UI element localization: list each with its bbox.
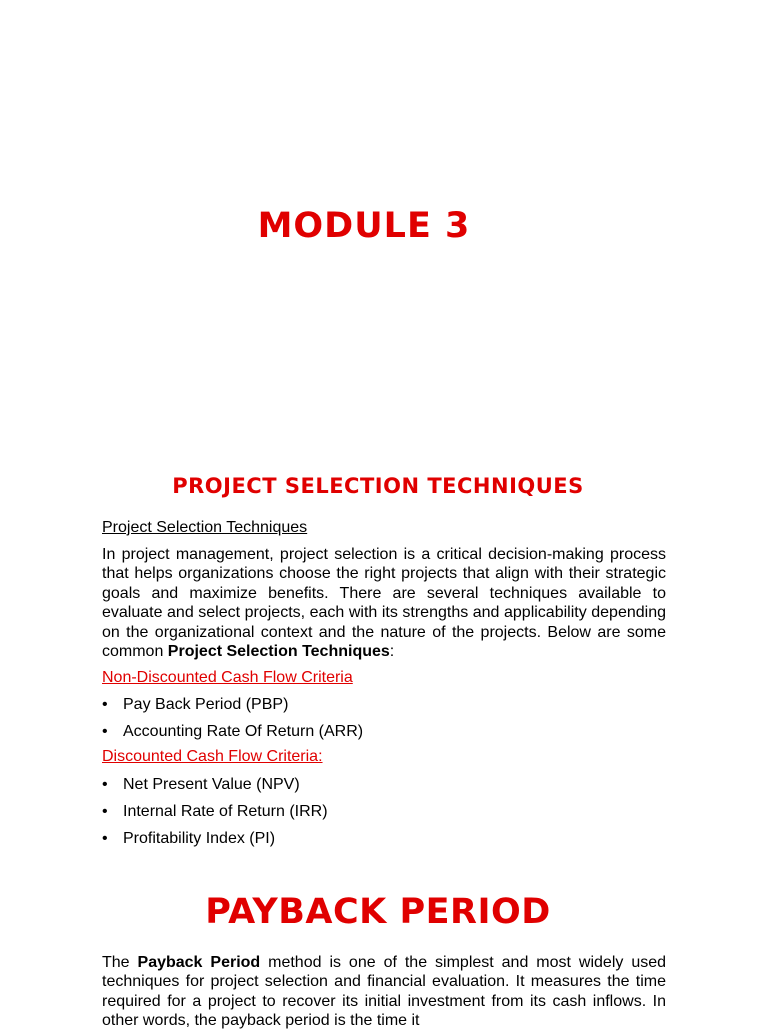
intro-bold: Project Selection Techniques	[167, 643, 390, 661]
module-title: MODULE 3	[257, 206, 471, 246]
list-item-label: Accounting Rate Of Return (ARR)	[123, 723, 364, 740]
list-item-label: Internal Rate of Return (IRR)	[123, 803, 328, 820]
sub-heading: Project Selection Techniques	[102, 519, 308, 536]
bullet-icon: •	[102, 830, 108, 847]
list-item-label: Pay Back Period (PBP)	[123, 696, 289, 713]
list-item	[102, 775, 328, 802]
non-discounted-heading[interactable]: Non-Discounted Cash Flow Criteria	[102, 669, 353, 686]
list-item-label: Net Present Value (NPV)	[123, 776, 300, 793]
payback-pre: The	[102, 954, 138, 971]
bullet-icon: •	[102, 776, 108, 793]
list-item	[102, 802, 328, 829]
discounted-list	[102, 775, 328, 856]
payback-title: PAYBACK PERIOD	[205, 892, 551, 932]
payback-paragraph	[102, 953, 666, 1031]
discounted-heading[interactable]: Discounted Cash Flow Criteria:	[102, 748, 323, 765]
section-title: PROJECT SELECTION TECHNIQUES	[172, 474, 584, 498]
intro-tail: :	[389, 643, 395, 661]
list-item	[102, 829, 328, 856]
payback-text: method is one of the simplest and most widely used techniques for project selection and financial evaluation. It measures the time required for a project to recover its initial investment from its cash inflows. In other words, the payback period is the time it	[102, 954, 667, 1030]
intro-text: In project management, project selection is a critical decision-making process that helps organizations choose the right projects that align with their strategic goals and maximize benefits. There are several techniques available to evaluate and select projects, each with its strengths and applicability depending on the organizational context and the nature of the projects. Below are some common	[102, 546, 666, 661]
non-discounted-list	[102, 695, 363, 749]
bullet-icon: •	[102, 803, 108, 820]
intro-paragraph	[102, 545, 666, 661]
payback-bold: Payback Period	[137, 954, 261, 971]
bullet-icon: •	[102, 696, 108, 713]
bullet-icon: •	[102, 723, 108, 740]
list-item	[102, 695, 363, 722]
list-item-label: Profitability Index (PI)	[123, 830, 276, 847]
list-item	[102, 722, 363, 749]
